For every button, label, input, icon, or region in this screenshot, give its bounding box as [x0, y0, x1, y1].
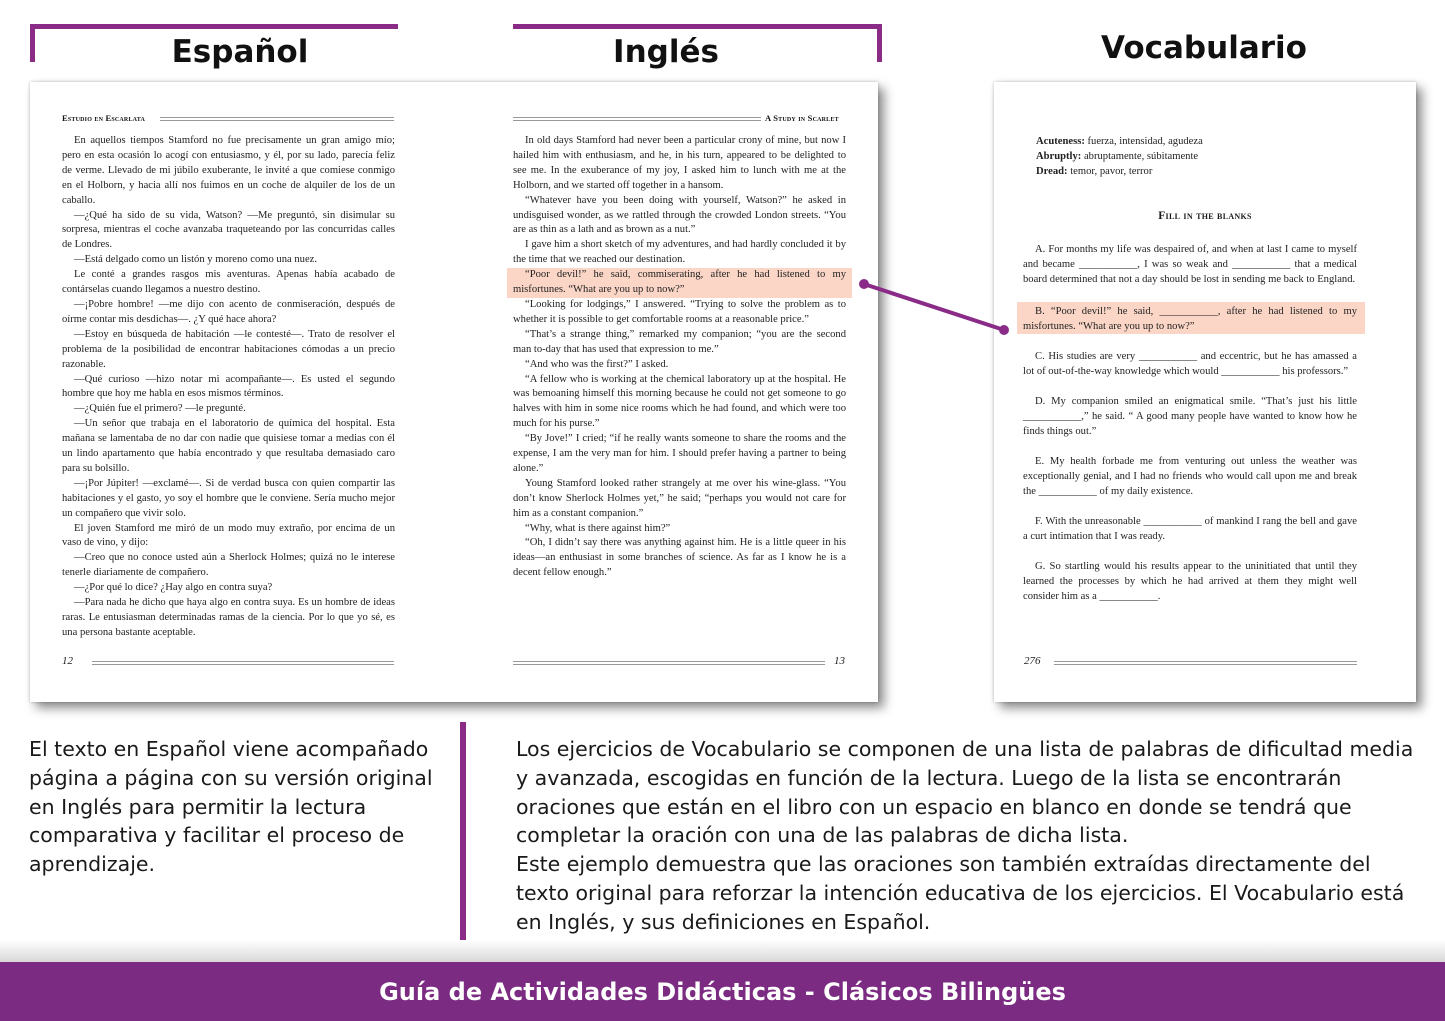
fill-in-the-blanks-title: Fill in the blanks [1158, 210, 1252, 222]
right-foot-rule [513, 661, 825, 665]
vocabulary-definition: temor, pavor, terror [1067, 166, 1153, 177]
left-head-rule [160, 117, 394, 121]
right-paragraph: Young Stamford looked rather strangely at me over his wine-glass. “You don’t know Sherlock Holmes yet,” he said; “perhaps you would not care for him as a constant companion.” [513, 477, 846, 519]
connector-stroke [864, 284, 1004, 330]
left-paragraph: —¿Por qué lo dice? ¿Hay algo en contra suya? [74, 582, 273, 594]
right-page-number: 13 [834, 655, 845, 667]
right-paragraph: “Whatever have you been doing with yourself, Watson?” he asked in undisguised wonder, as we rattled through the crowded London streets. “You are as thin as a lath and as brown as a nut.” [513, 194, 846, 236]
left-foot-rule [92, 661, 394, 665]
vocabulary-header: Vocabulario [1101, 30, 1307, 66]
left-paragraph: —¡Pobre hombre! —me dijo con acento de conmiseración, después de oírme contar mis desdichas—. ¿Y qué hace ahora? [62, 298, 395, 325]
left-paragraph: El joven Stamford me miró de un modo muy extraño, por encima de un vaso de vino, y dijo: [62, 522, 395, 549]
description-left: El texto en Español viene acompañado página a página con su versión original en Inglés para permitir la lectura comparativa y facilitar el proceso de aprendizaje. [29, 737, 433, 877]
right-paragraph: “Looking for lodgings,” I answered. “Trying to solve the problem as to whether it is possible to get comfortable rooms at a reasonable price.” [513, 298, 846, 325]
left-paragraph: —¡Por Júpiter! —exclamé—. Si de verdad busca con quien compartir las habitaciones y el gasto, yo soy el hombre que le conviene. Sería mucho mejor un compañero que vivir solo. [62, 477, 395, 519]
vocabulary-entry [1036, 134, 1203, 149]
description-right-paragraph-2: Este ejemplo demuestra que las oraciones son también extraídas directamente del texto original para reforzar la intención educativa de los ejercicios. El Vocabulario está en Inglés, y sus definiciones en Español. [516, 852, 1405, 934]
description-right [516, 735, 1421, 937]
right-paragraph: “Oh, I didn’t say there was anything against him. He is a little queer in his ideas—an enthusiast in some branches of science. As far as I know he is a decent fellow enough.” [513, 537, 846, 579]
vocabulary-definition: fuerza, intensidad, agudeza [1084, 136, 1203, 147]
left-paragraph: —Qué curioso —hizo notar mi acompañante—. Es usted el segundo hombre que hoy me habla en esos mismos términos. [62, 373, 395, 400]
left-paragraph: Le conté a grandes rasgos mis aventuras. Apenas había acabado de contárselas cuando llegamos a nuestro destino. [62, 269, 395, 296]
right-paragraph: “By Jove!” I cried; “if he really wants someone to share the rooms and the expense, I am the very man for him. I should prefer having a partner to being alone.” [513, 433, 846, 474]
left-paragraph: —¿Quién fue el primero? —le pregunté. [74, 403, 246, 415]
footer-title: Guía de Actividades Didácticas - Clásicos Bilingües [379, 977, 1066, 1006]
left-running-head: Estudio en Escarlata [62, 113, 146, 123]
right-paragraph: “A fellow who is working at the chemical laboratory up at the hospital. He was bemoaning himself this morning because he could not get someone to go halves with him in some nice rooms which he had found, and which were too much for his purse.” [513, 373, 846, 430]
right-paragraph: “That’s a strange thing,” remarked my companion; “you are the second man to-day that has used that expression to me.” [513, 328, 846, 355]
left-paragraph: —Estoy en búsqueda de habitación —le contesté—. Trato de resolver el problema de la posibilidad de encontrar habitaciones cómodas a un precio razonable. [62, 328, 395, 370]
vocab-foot-rule [1054, 661, 1357, 665]
exercise-e: E. My health forbade me from venturing out unless the weather was exceptionally genial, and I had no friends who would call upon me and break the ___________ of my daily existence. [1023, 456, 1357, 497]
vocabulary-term: Acuteness: [1036, 136, 1085, 147]
right-paragraph: “Why, what is there against him?” [525, 522, 671, 534]
exercise-g: G. So startling would his results appear to the uninitiated that until they learned the processes by which he had arrived at them they might well consider him as a ___________. [1023, 561, 1357, 602]
footer-shadow [0, 940, 1445, 962]
vertical-divider [460, 722, 466, 949]
left-paragraph: —Un señor que trabaja en el laboratorio de química del hospital. Esta mañana se lamentaba de no dar con nadie que quisiese tomar a medias con él un lindo apartamento que había encontrado y que resultaba demasiado caro para su bolsillo. [62, 418, 395, 474]
vocab-page-number: 276 [1024, 655, 1041, 667]
left-page-text [62, 134, 395, 641]
exercise-f: F. With the unreasonable ___________ of mankind I rang the bell and gave a curt intimation that I was ready. [1023, 516, 1357, 542]
vocabulary-definition: abruptamente, súbitamente [1081, 151, 1199, 162]
vocabulary-entry [1036, 149, 1203, 164]
right-page-text [513, 134, 846, 581]
exercise-a: A. For months my life was despaired of, and when at last I came to myself and became ___________, I was so weak and ___________ that a medical board determined that not a day should be lost in sending me back to England. [1023, 244, 1357, 285]
left-paragraph: —Está delgado como un listón y moreno como una nuez. [74, 254, 318, 266]
exercise-c: C. His studies are very ___________ and eccentric, but he has amassed a lot of out-of-the-way knowledge which would ___________ his professors.” [1023, 351, 1357, 377]
highlighted-paragraph: “Poor devil!” he said, commiserating, after he had listened to my misfortunes. “What are you up to now?” [507, 268, 852, 298]
vocabulary-list [1036, 134, 1203, 179]
right-paragraph: I gave him a short sketch of my adventures, and had hardly concluded it by the time that we reached our destination. [513, 239, 846, 266]
english-header: Inglés [613, 34, 719, 70]
right-paragraph: In old days Stamford had never been a particular crony of mine, but now I hailed him with enthusiasm, and he, in his turn, appeared to be delighted to see me. In the exuberance of my joy, I asked him to lunch with me at the Holborn, and we started off together in a hansom. [513, 135, 846, 191]
exercise-d: D. My companion smiled an enigmatical smile. “That’s just his little ___________,” he said. “ A good many people have wanted to know how he finds things out.” [1023, 396, 1357, 437]
left-paragraph: —Para nada he dicho que haya algo en contra suya. Es un hombre de ideas raras. Le entusiasman determinadas ramas de la ciencia. Por lo que yo sé, es una persona bastante aceptable. [62, 597, 395, 638]
vocabulary-term: Dread: [1036, 166, 1068, 177]
exercise-list [1023, 242, 1357, 619]
vocabulary-page [994, 82, 1416, 702]
footer-bar [0, 962, 1445, 1021]
exercise-b-highlighted: B. “Poor devil!” he said, ___________, after he had listened to my misfortunes. “What are you up to now?” [1017, 302, 1365, 334]
right-paragraph: “And who was the first?” I asked. [525, 358, 669, 370]
book-spread [30, 82, 878, 702]
right-running-head: A Study in Scarlet [765, 113, 839, 123]
vocabulary-entry [1036, 164, 1203, 179]
left-paragraph: En aquellos tiempos Stamford no fue precisamente un gran amigo mío; pero en esta ocasión lo acogí con entusiasmo, y él, por su lado, parecía feliz de verme. Llevado de mi júbilo exuberante, le invité a que comiese conmigo en el Holborn, y hacia allí nos fuimos en un coche de alquiler de los de un caballo. [62, 135, 395, 206]
left-page-number: 12 [62, 655, 73, 667]
spanish-header: Español [171, 34, 309, 70]
left-paragraph: —¿Qué ha sido de su vida, Watson? —Me preguntó, sin disimular su sorpresa, mientras el coche avanzaba traqueteando por las concurridas calles de Londres. [62, 209, 395, 251]
right-head-rule [513, 117, 761, 121]
description-right-paragraph-1: Los ejercicios de Vocabulario se componen de una lista de palabras de dificultad media y avanzada, escogidas en función de la lectura. Luego de la lista se encontrarán oraciones que están en el libro con un espacio en blanco en donde se tendrá que completar la oración con una de las palabras de dicha lista. [516, 737, 1414, 848]
vocabulary-term: Abruptly: [1036, 151, 1082, 162]
left-paragraph: —Creo que no conoce usted aún a Sherlock Holmes; quizá no le interese tenerle diariamente de compañero. [62, 552, 395, 579]
